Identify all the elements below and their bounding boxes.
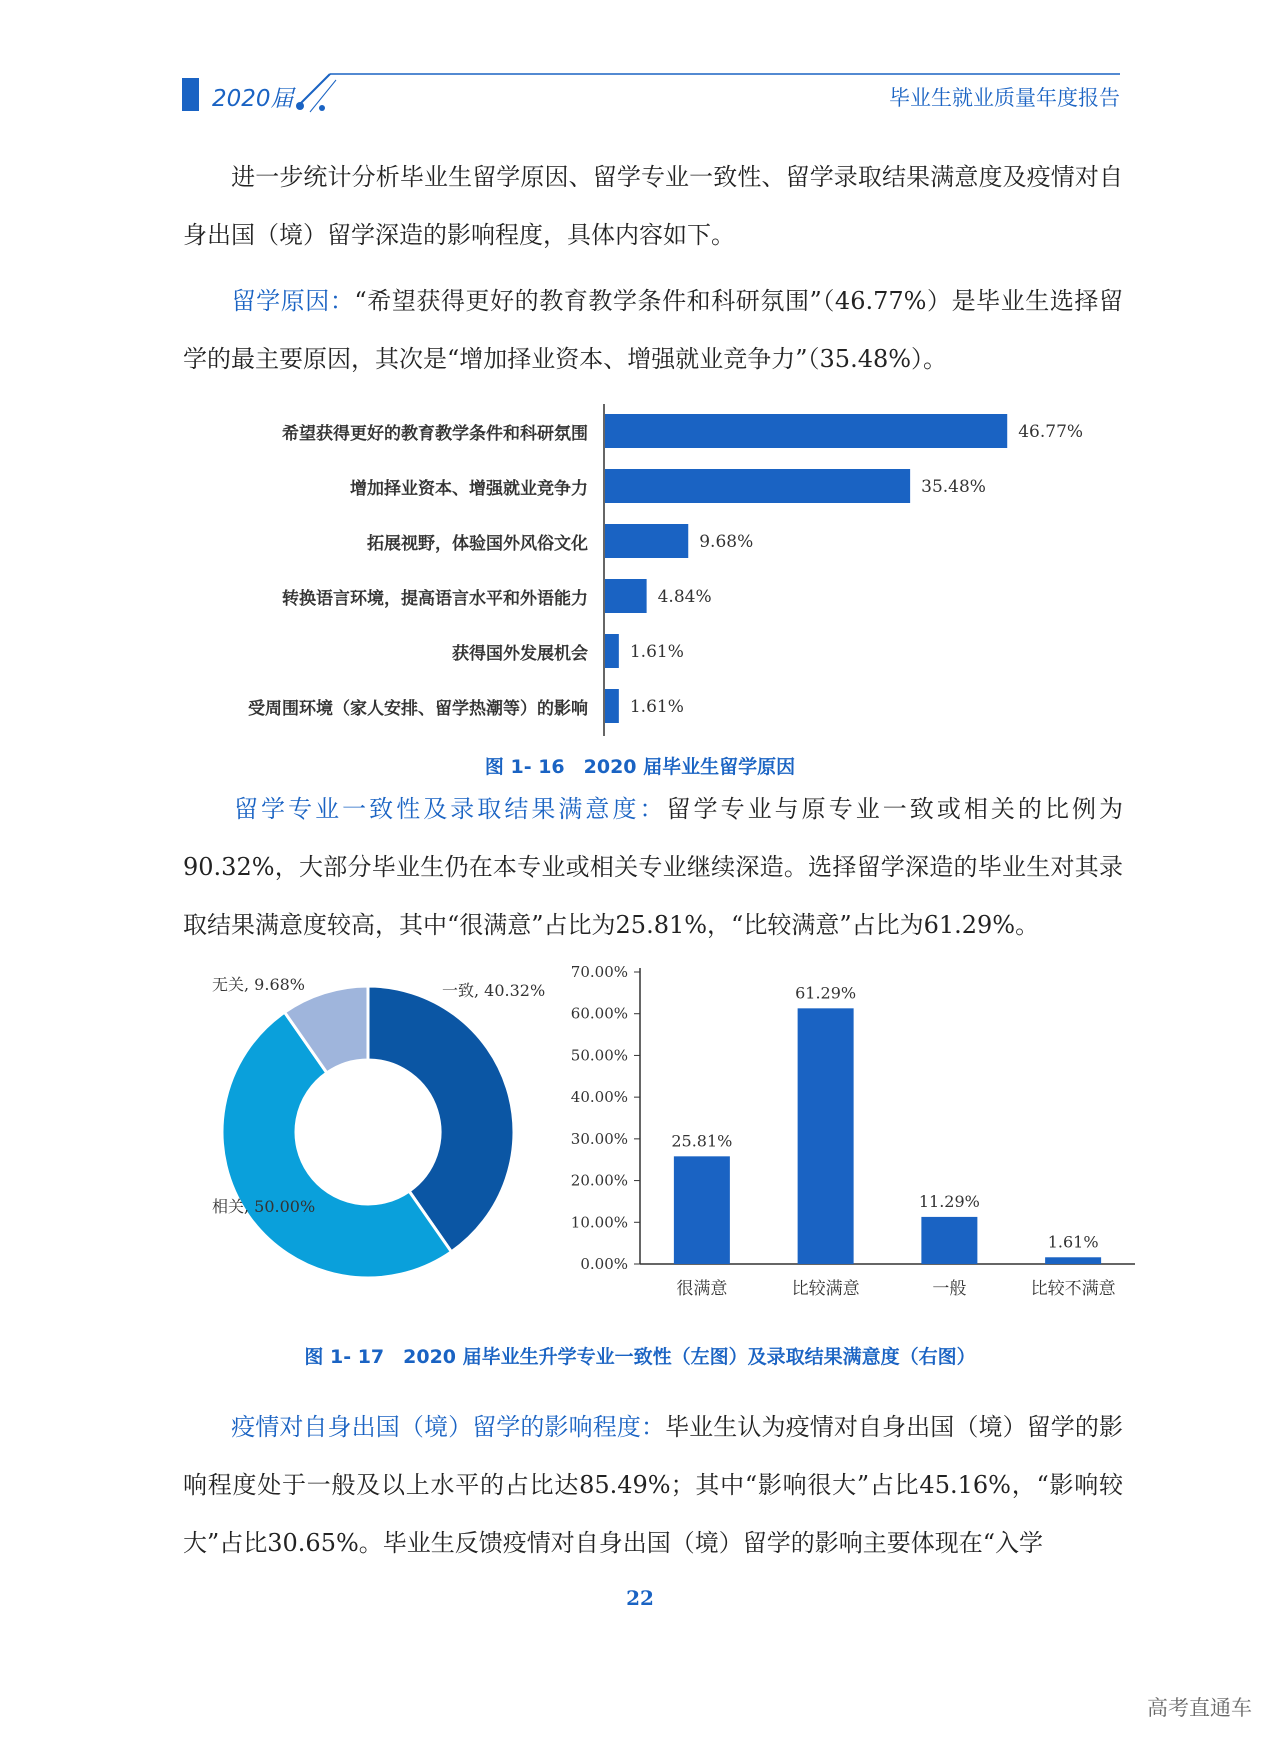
satisfaction-category-1: 很满意 (676, 1279, 728, 1299)
satisfaction-bar-chart (560, 950, 1160, 1310)
satisfaction-category-4: 比较不满意 (1030, 1279, 1116, 1299)
reasons-label: 留学原因： (231, 287, 355, 315)
reasons-bars (0, 400, 1280, 740)
satisfaction-ytick-0: 0.00% (580, 1255, 628, 1273)
reasons-bar-chart (0, 400, 1280, 740)
consistency-text: 留学专业与原专业一致或相关的比例为90.32%，大部分毕业生仍在本专业或相关专业继续深造。选择留学深造的毕业生对其录取结果满意度较高，其中“很满意”占比为25.81%，“比较满意”占比为61.29%。 (183, 795, 1123, 939)
reason-label-2: 增加择业资本、增强就业竞争力 (350, 479, 588, 499)
donut-label-1: 一致, 40.32% (442, 981, 546, 1000)
intro-paragraph (183, 148, 1123, 264)
reason-label-1: 希望获得更好的教育教学条件和科研氛围 (282, 424, 588, 444)
header-year: 2020届 (212, 86, 294, 112)
reason-value-1: 46.77% (1018, 422, 1084, 442)
satisfaction-value-3: 11.29% (918, 1191, 980, 1211)
reason-bar-5 (605, 634, 619, 668)
reason-label-6: 受周围环境（家人安排、留学热潮等）的影响 (248, 699, 588, 719)
satisfaction-ytick-5: 50.00% (570, 1046, 628, 1065)
reason-value-5: 1.61% (629, 642, 684, 662)
satisfaction-value-1: 25.81% (671, 1131, 733, 1151)
reason-label-3: 拓展视野，体验国外风俗文化 (367, 534, 588, 554)
reasons-text: “希望获得更好的教育教学条件和科研氛围”（46.77%）是毕业生选择留学的最主要原因，其次是“增加择业资本、增强就业竞争力”（35.48%）。 (183, 287, 1123, 373)
satisfaction-category-3: 一般 (932, 1279, 967, 1299)
satisfaction-bar-4 (1045, 1257, 1101, 1264)
figure-17-caption: 图 1- 17 2020 届毕业生升学专业一致性（左图）及录取结果满意度（右图） (304, 1346, 976, 1368)
reason-bar-6 (605, 689, 619, 723)
covid-label: 疫情对自身出国（境）留学的影响程度： (231, 1413, 666, 1441)
satisfaction-ytick-3: 30.00% (570, 1129, 628, 1148)
reason-bar-4 (605, 579, 647, 613)
reason-bar-3 (605, 524, 688, 558)
page-number: 22 (626, 1586, 654, 1610)
reason-value-3: 9.68% (699, 532, 754, 552)
satisfaction-bar-1 (674, 1156, 730, 1264)
header-title: 毕业生就业质量年度报告 (889, 86, 1120, 110)
consistency-label: 留学专业一致性及录取结果满意度： (231, 795, 667, 823)
satisfaction-ytick-1: 10.00% (570, 1213, 628, 1232)
satisfaction-ytick-2: 20.00% (570, 1171, 628, 1190)
reason-label-5: 获得国外发展机会 (452, 644, 588, 664)
satisfaction-value-4: 1.61% (1047, 1232, 1099, 1252)
reason-value-4: 4.84% (657, 587, 712, 607)
consistency-donut-chart (200, 960, 570, 1300)
watermark: 高考直通车 (1147, 1696, 1252, 1720)
figure-16-caption: 图 1- 16 2020 届毕业生留学原因 (484, 756, 796, 778)
satisfaction-bar-2 (798, 1008, 854, 1264)
satisfaction-ytick-7: 70.00% (570, 963, 628, 981)
donut-label-3: 无关, 9.68% (212, 975, 306, 994)
reason-bar-1 (605, 414, 1007, 448)
consistency-paragraph (183, 780, 1123, 954)
reason-value-2: 35.48% (921, 477, 986, 497)
satisfaction-ytick-6: 60.00% (570, 1004, 628, 1023)
reason-bar-2 (605, 469, 910, 503)
reason-value-6: 1.61% (629, 697, 684, 717)
satisfaction-ytick-4: 40.00% (570, 1088, 628, 1107)
reasons-paragraph (183, 272, 1123, 388)
covid-text: 毕业生认为疫情对自身出国（境）留学的影响程度处于一般及以上水平的占比达85.49%；其中“影响很大”占比45.16%，“影响较大”占比30.65%。毕业生反馈疫情对自身出国（境）留学的影响主要体现在“入学 (183, 1413, 1124, 1557)
satisfaction-value-2: 61.29% (795, 983, 857, 1003)
satisfaction-bar-3 (921, 1217, 977, 1264)
donut-label-2: 相关, 50.00% (212, 1197, 316, 1216)
satisfaction-category-2: 比较满意 (791, 1279, 860, 1299)
covid-paragraph (183, 1398, 1123, 1572)
reason-label-4: 转换语言环境，提高语言水平和外语能力 (282, 589, 588, 609)
intro-text: 进一步统计分析毕业生留学原因、留学专业一致性、留学录取结果满意度及疫情对自身出国（境）留学深造的影响程度，具体内容如下。 (183, 163, 1123, 249)
